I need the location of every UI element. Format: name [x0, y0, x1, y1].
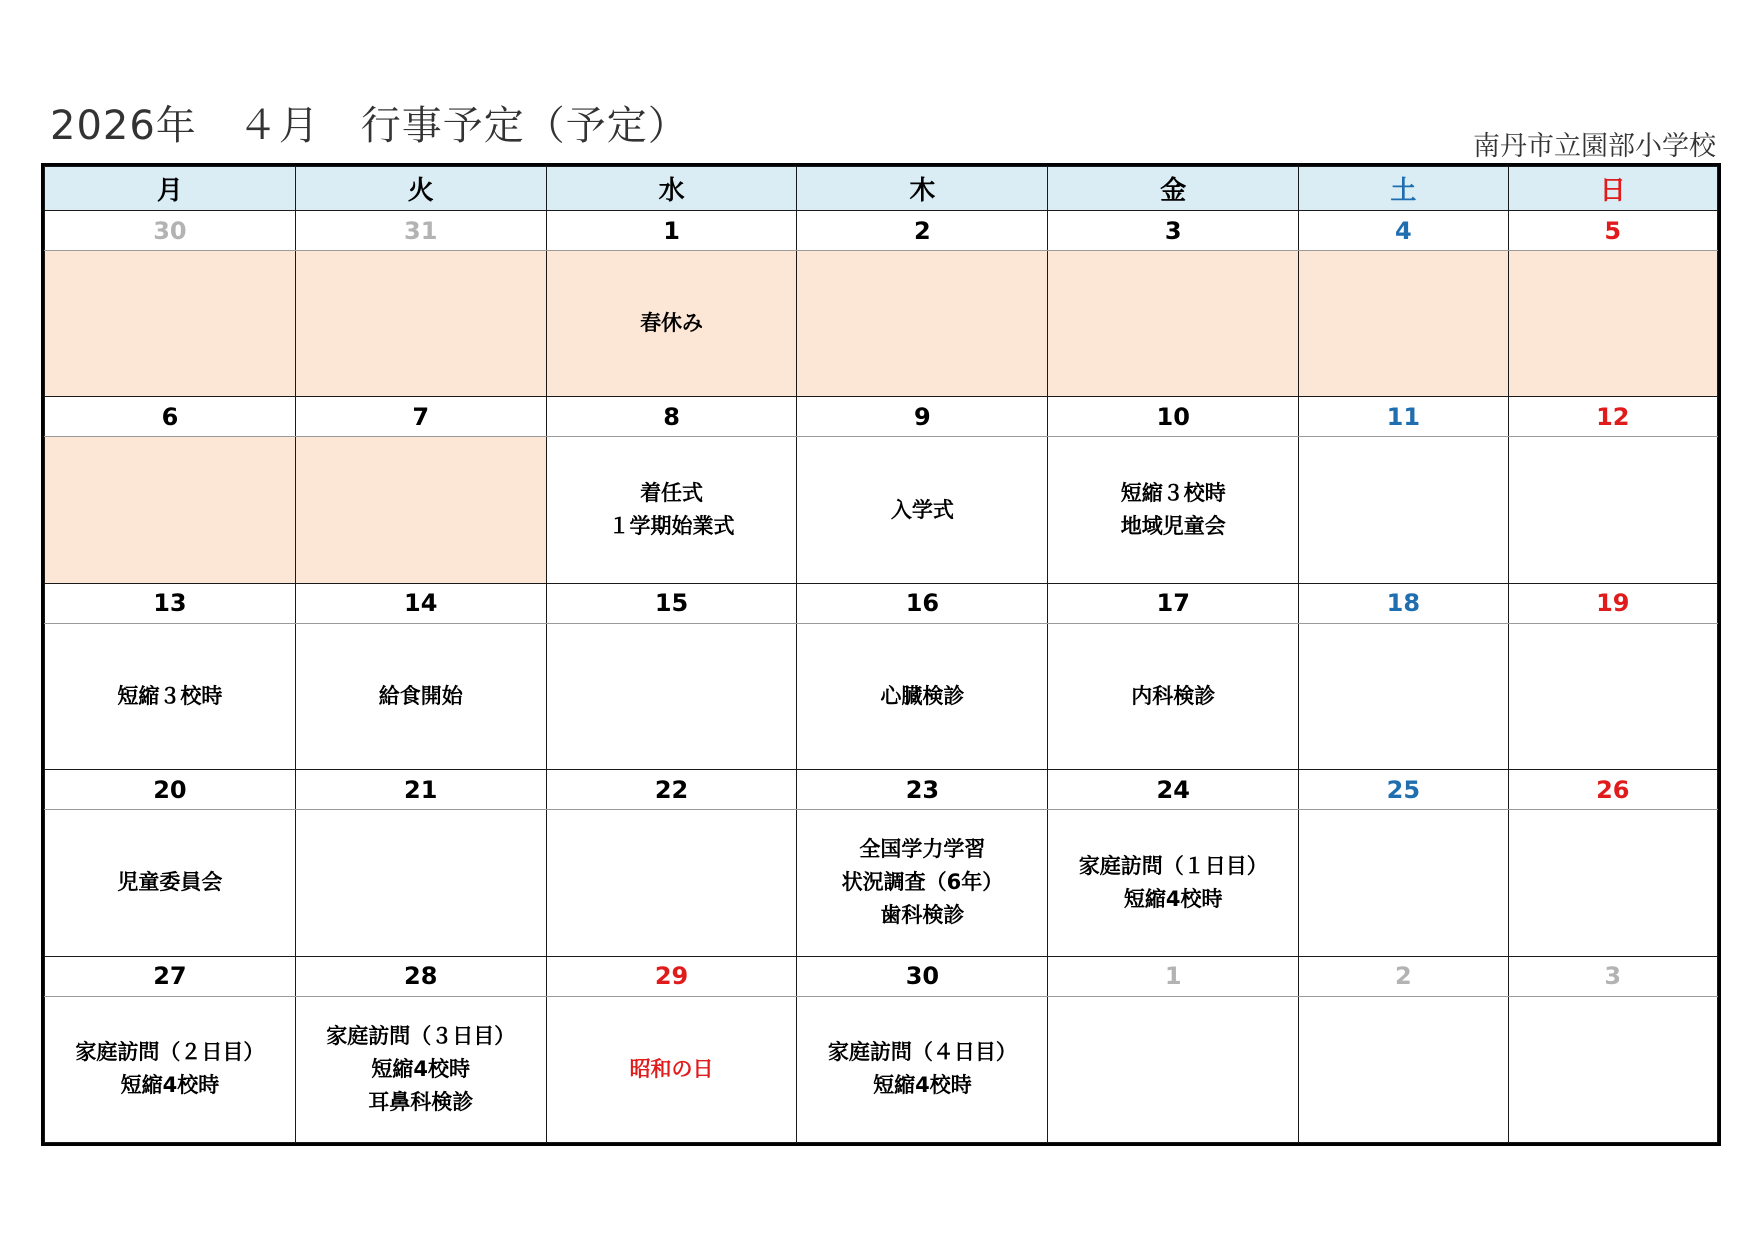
event-text: 耳鼻科検診 — [368, 1089, 474, 1114]
weekday-header-row — [45, 167, 1718, 211]
event-row — [45, 437, 1718, 583]
event-text: 短縮4校時 — [371, 1056, 471, 1081]
event-text: 児童委員会 — [117, 870, 223, 895]
date-cell: 1 — [1048, 956, 1299, 996]
date-cell: 6 — [45, 397, 296, 437]
event-cell — [1508, 996, 1717, 1142]
date-cell: 9 — [797, 397, 1048, 437]
date-cell: 8 — [546, 397, 797, 437]
date-cell: 1 — [546, 211, 797, 251]
date-row — [45, 397, 1718, 437]
date-cell: 19 — [1508, 583, 1717, 623]
weekday-fri: 金 — [1048, 167, 1299, 211]
event-text: 入学式 — [890, 497, 954, 522]
date-cell: 2 — [797, 211, 1048, 251]
school-name: 南丹市立園部小学校 — [1473, 131, 1716, 162]
date-cell: 28 — [295, 956, 546, 996]
weekday-sat: 土 — [1299, 167, 1508, 211]
event-cell — [1048, 996, 1299, 1142]
event-text: 給食開始 — [378, 684, 463, 709]
event-text: 家庭訪問（４日目） — [827, 1040, 1017, 1065]
weekday-thu: 木 — [797, 167, 1048, 211]
event-text: 家庭訪問（１日目） — [1078, 853, 1268, 878]
date-row — [45, 211, 1718, 251]
event-cell — [1048, 437, 1299, 583]
event-cell — [45, 251, 296, 397]
event-cell — [1299, 810, 1508, 956]
date-cell: 23 — [797, 770, 1048, 810]
event-text: 短縮4校時 — [873, 1073, 972, 1098]
date-cell: 18 — [1299, 583, 1508, 623]
date-row — [45, 583, 1718, 623]
event-text: 着任式 — [640, 481, 704, 506]
holiday-text: 昭和の日 — [629, 1056, 714, 1081]
event-cell — [45, 437, 296, 583]
date-cell: 16 — [797, 583, 1048, 623]
event-row — [45, 810, 1718, 956]
date-cell: 15 — [546, 583, 797, 623]
date-cell: 3 — [1048, 211, 1299, 251]
event-cell — [546, 810, 797, 956]
page-title: 2026年 ４月 行事予定（予定） — [50, 103, 689, 149]
event-cell — [1508, 437, 1717, 583]
date-cell: 10 — [1048, 397, 1299, 437]
date-cell: 20 — [45, 770, 296, 810]
event-cell — [295, 996, 546, 1142]
date-cell: 7 — [295, 397, 546, 437]
weekday-sun: 日 — [1508, 167, 1717, 211]
date-cell: 17 — [1048, 583, 1299, 623]
event-cell — [797, 810, 1048, 956]
event-cell — [1048, 810, 1299, 956]
event-cell — [1508, 810, 1717, 956]
date-cell: 4 — [1299, 211, 1508, 251]
event-cell — [546, 437, 797, 583]
event-text: 内科検診 — [1131, 684, 1216, 709]
event-text: 短縮３校時 — [117, 684, 223, 709]
event-cell — [1299, 251, 1508, 397]
event-cell — [546, 251, 797, 397]
date-cell: 24 — [1048, 770, 1299, 810]
event-cell — [797, 437, 1048, 583]
event-cell — [546, 623, 797, 769]
date-row — [45, 770, 1718, 810]
event-row — [45, 251, 1718, 397]
event-cell — [1048, 251, 1299, 397]
date-cell: 14 — [295, 583, 546, 623]
event-text: 家庭訪問（２日目） — [75, 1040, 265, 1065]
date-cell: 26 — [1508, 770, 1717, 810]
date-cell: 31 — [295, 211, 546, 251]
event-cell — [1299, 437, 1508, 583]
date-cell: 11 — [1299, 397, 1508, 437]
date-cell: 2 — [1299, 956, 1508, 996]
date-row — [45, 956, 1718, 996]
event-text: 短縮4校時 — [1123, 886, 1223, 911]
event-row — [45, 623, 1718, 769]
event-text: 地域児童会 — [1120, 514, 1226, 539]
event-text: 心臓検診 — [880, 684, 965, 709]
date-cell: 12 — [1508, 397, 1717, 437]
event-text: 全国学力学習 — [859, 837, 986, 862]
event-cell — [295, 251, 546, 397]
event-cell — [797, 623, 1048, 769]
event-cell — [1299, 623, 1508, 769]
event-cell — [295, 810, 546, 956]
date-cell: 30 — [45, 211, 296, 251]
event-text: 短縮4校時 — [120, 1073, 220, 1098]
weekday-mon: 月 — [45, 167, 296, 211]
date-cell: 30 — [797, 956, 1048, 996]
date-cell: 13 — [45, 583, 296, 623]
event-text: 歯科検診 — [880, 903, 965, 928]
event-cell — [1508, 251, 1717, 397]
event-cell — [295, 437, 546, 583]
event-text: 状況調査（6年） — [841, 870, 1004, 895]
event-cell — [1048, 623, 1299, 769]
event-cell — [1299, 996, 1508, 1142]
event-text: 家庭訪問（３日目） — [326, 1023, 516, 1048]
weekday-tue: 火 — [295, 167, 546, 211]
date-cell: 25 — [1299, 770, 1508, 810]
event-cell — [797, 251, 1048, 397]
event-row — [45, 996, 1718, 1142]
event-text: 短縮３校時 — [1120, 481, 1226, 506]
spring-break-label: 春休み — [640, 311, 704, 336]
date-cell: 22 — [546, 770, 797, 810]
weekday-wed: 水 — [546, 167, 797, 211]
event-cell — [546, 996, 797, 1142]
event-cell — [45, 623, 296, 769]
event-text: １学期始業式 — [608, 514, 735, 539]
event-cell — [295, 623, 546, 769]
date-cell: 27 — [45, 956, 296, 996]
event-cell — [797, 996, 1048, 1142]
date-cell: 21 — [295, 770, 546, 810]
event-cell — [45, 996, 296, 1142]
event-cell — [1508, 623, 1717, 769]
date-cell: 5 — [1508, 211, 1717, 251]
date-cell: 3 — [1508, 956, 1717, 996]
calendar — [41, 163, 1721, 1146]
event-cell — [45, 810, 296, 956]
calendar-table — [44, 166, 1718, 1143]
date-cell: 29 — [546, 956, 797, 996]
